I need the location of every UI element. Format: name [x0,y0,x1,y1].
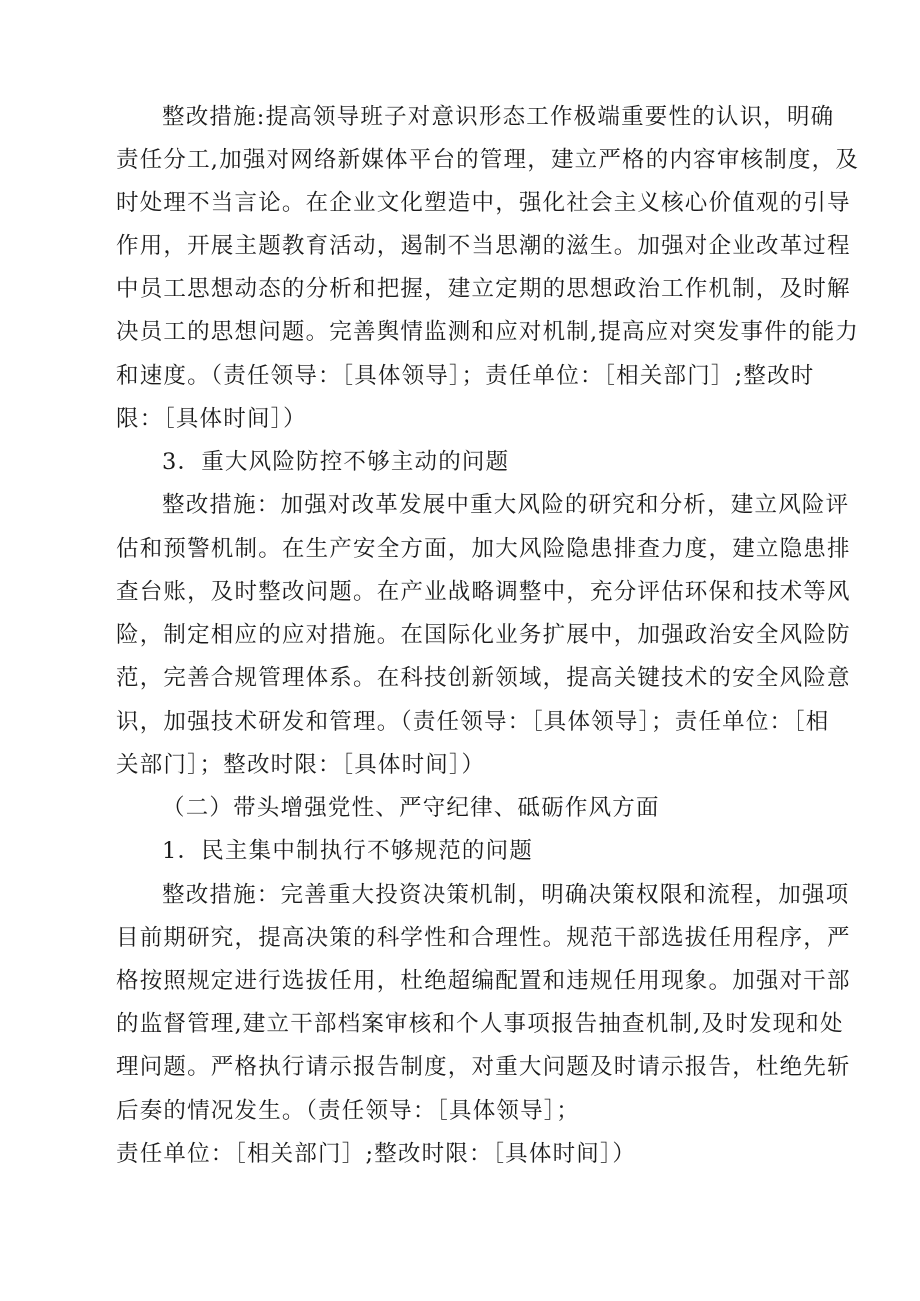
text-line: 决员工的思想问题。完善舆情监测和应对机制,提高应对突发事件的能力 [116,319,860,345]
section-heading: 1．民主集中制执行不够规范的问题 [162,838,534,864]
text-line: 责任单位：［相关部门］;整改时限：［具体时间］） [116,1141,637,1167]
text-line: 识，加强技术研发和管理。（责任领导：［具体领导］；责任单位：［相 [116,709,830,735]
text-line: 作用，开展主题教育活动，遏制不当思潮的滋生。加强对企业改革过程 [116,233,851,259]
text-line: 目前期研究，提高决策的科学性和合理性。规范干部选拔任用程序，严 [116,925,851,951]
text-line: 限：［具体时间］） [116,406,307,432]
section-heading: 3．重大风险防控不够主动的问题 [162,449,510,475]
text-line: 和速度。（责任领导：［具体领导］；责任单位：［相关部门］;整改时 [116,363,815,389]
text-line: 范，完善合规管理体系。在科技创新领域，提高关键技术的安全风险意 [116,665,851,691]
text-line: 责任分工,加强对网络新媒体平台的管理，建立严格的内容审核制度，及 [116,147,860,173]
text-line: 查台账，及时整改问题。在产业战略调整中，充分评估环保和技术等风 [116,579,851,605]
text-line: 的监督管理,建立干部档案审核和个人事项报告抽查机制,及时发现和处 [116,1011,844,1037]
text-line: 时处理不当言论。在企业文化塑造中，强化社会主义核心价值观的引导 [116,190,851,216]
text-line: 估和预警机制。在生产安全方面，加大风险隐患排查力度，建立隐患排 [116,536,851,562]
text-line: 整改措施：完善重大投资决策机制，明确决策权限和流程，加强项 [162,882,850,908]
text-line: 格按照规定进行选拔任用，杜绝超编配置和违规任用现象。加强对干部 [116,968,851,994]
text-line: 中员工思想动态的分析和把握，建立定期的思想政治工作机制，及时解 [116,276,851,302]
text-line: 后奏的情况发生。（责任领导：［具体领导］； [116,1098,580,1124]
chapter-heading: （二）带头增强党性、严守纪律、砥砺作风方面 [162,795,660,821]
text-line: 理问题。严格执行请示报告制度，对重大问题及时请示报告，杜绝先斩 [116,1054,851,1080]
text-line: 险，制定相应的应对措施。在国际化业务扩展中，加强政治安全风险防 [116,622,851,648]
text-line: 整改措施:提高领导班子对意识形态工作极端重要性的认识，明确 [162,104,835,130]
text-line: 整改措施：加强对改革发展中重大风险的研究和分析，建立风险评 [162,492,850,518]
text-line: 关部门］；整改时限：［具体时间］） [116,752,486,778]
